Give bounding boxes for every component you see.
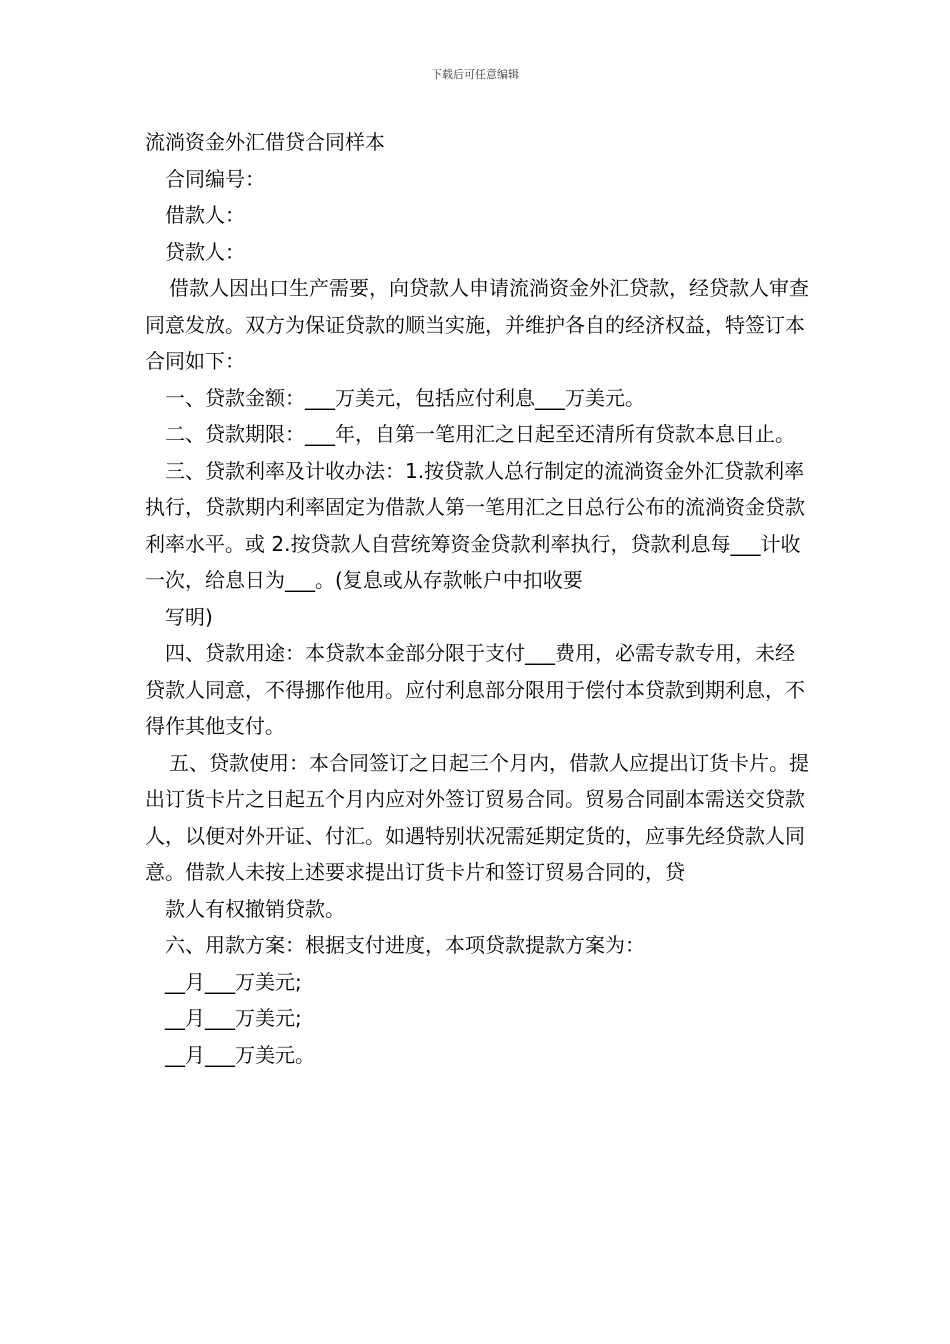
- contract-number-line: 合同编号：: [165, 166, 265, 191]
- borrower-line: 借款人：: [165, 203, 245, 227]
- clause-3-interest: [145, 453, 810, 599]
- clause-2-text: 二、贷款期限：___年，自第一笔用汇之日起至还清所有贷款本息日止。: [165, 422, 795, 446]
- clause-5-text: 五、贷款使用：本合同签订之日起三个月内，借款人应提出订货卡片。提出订货卡片之日起五个月内应对外签订贸易合同。贸易合同副本需送交贷款人，以便对外开证、付汇。如遇特别状况需延期定货的，应事先经贷款人同意。借款人未按上述要求提出订货卡片和签订贸易合同的，贷: [145, 750, 809, 884]
- clause-5-continuation: 款人有权撤销贷款。: [165, 896, 345, 921]
- clause-4-text: 四、贷款用途：本贷款本金部分限于支付___费用，必需专款专用，未经贷款人同意，不得挪作他用。应付利息部分限用于偿付本贷款到期利息，不得作其他支付。: [145, 641, 805, 738]
- page-header-note: 下载后可任意编辑: [431, 68, 519, 81]
- clause-6-plan: 六、用款方案：根据支付进度，本项贷款提款方案为：: [165, 933, 645, 957]
- clause-3-continuation: 写明): [165, 604, 213, 629]
- plan-item-2: __月___万美元;: [165, 1006, 302, 1030]
- clause-1-amount: 一、贷款金额：___万美元，包括应付利息___万美元。: [165, 385, 645, 410]
- intro-text: 借款人因出口生产需要，向贷款人申请流淌资金外汇贷款，经贷款人审查同意发放。双方为保证贷款的顺当实施，并维护各自的经济权益，特签订本合同如下：: [145, 276, 809, 373]
- clause-5-usage: [145, 745, 810, 891]
- lender-line: 贷款人：: [165, 239, 245, 264]
- clause-4-purpose: [145, 635, 810, 745]
- document-title: 流淌资金外汇借贷合同样本: [145, 130, 385, 154]
- plan-item-1: __月___万美元;: [165, 969, 302, 994]
- document-body: [145, 124, 810, 1073]
- clause-2-term: [145, 416, 810, 453]
- intro-paragraph: [145, 270, 810, 380]
- plan-item-3: __月___万美元。: [165, 1042, 315, 1067]
- clause-3-text: 三、贷款利率及计收办法：1.按贷款人总行制定的流淌资金外汇贷款利率执行，贷款期内利率固定为借款人第一笔用汇之日总行公布的流淌资金贷款利率水平。或 2.按贷款人自营统筹资金贷款利率执行，贷款利息每___计收一次，给息日为___。(复息或从存款帐户中扣收要: [145, 458, 805, 592]
